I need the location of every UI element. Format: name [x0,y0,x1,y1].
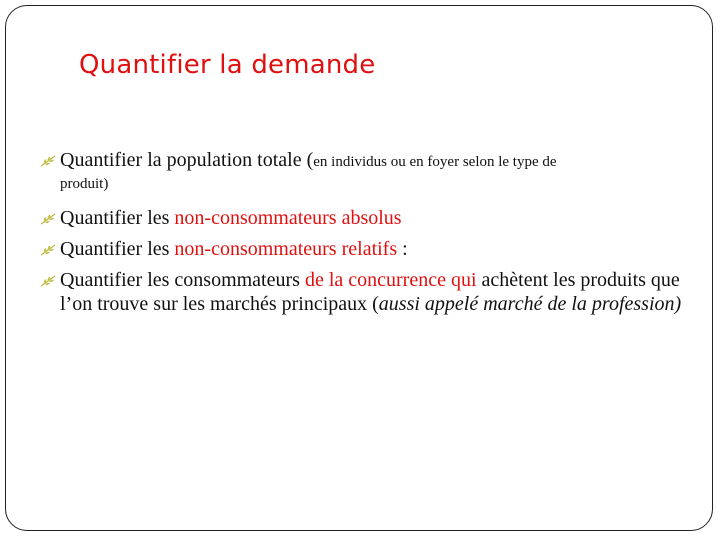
bullet-text-middle: achètent les produits que l’on trouve sur les marchés principaux ( [60,269,680,315]
bullet-text-continuation: produit) [60,176,109,192]
bullet-item-non-consommateurs-relatifs [40,237,700,261]
bullet-text-highlight: non-consommateurs absolus [174,207,402,229]
bullet-item-consommateurs-concurrence [40,268,700,316]
bullet-text-highlight: non-consommateurs relatifs [174,238,398,260]
bullet-text-suffix: : [397,238,408,260]
bullet-list [40,148,700,316]
bullet-text-prefix: Quantifier les [60,238,175,260]
wheat-bullet-icon [40,244,56,256]
bullet-text-prefix: Quantifier les [60,207,175,229]
wheat-bullet-icon [40,275,56,287]
bullet-text-highlight: de la concurrence qui [304,269,477,291]
slide-frame [5,5,713,531]
bullet-item-non-consommateurs-absolus [40,206,700,230]
bullet-text-main: Quantifier la population totale ( [60,149,314,171]
wheat-bullet-icon [40,155,56,167]
bullet-text-italic: aussi appelé marché de la profession) [378,293,682,315]
wheat-bullet-icon [40,213,56,225]
bullet-item-population [40,148,700,194]
bullet-text-prefix: Quantifier les consommateurs [60,269,305,291]
bullet-text-small: en individus ou en foyer selon le type de [313,154,557,170]
slide-title: Quantifier la demande [79,50,376,80]
